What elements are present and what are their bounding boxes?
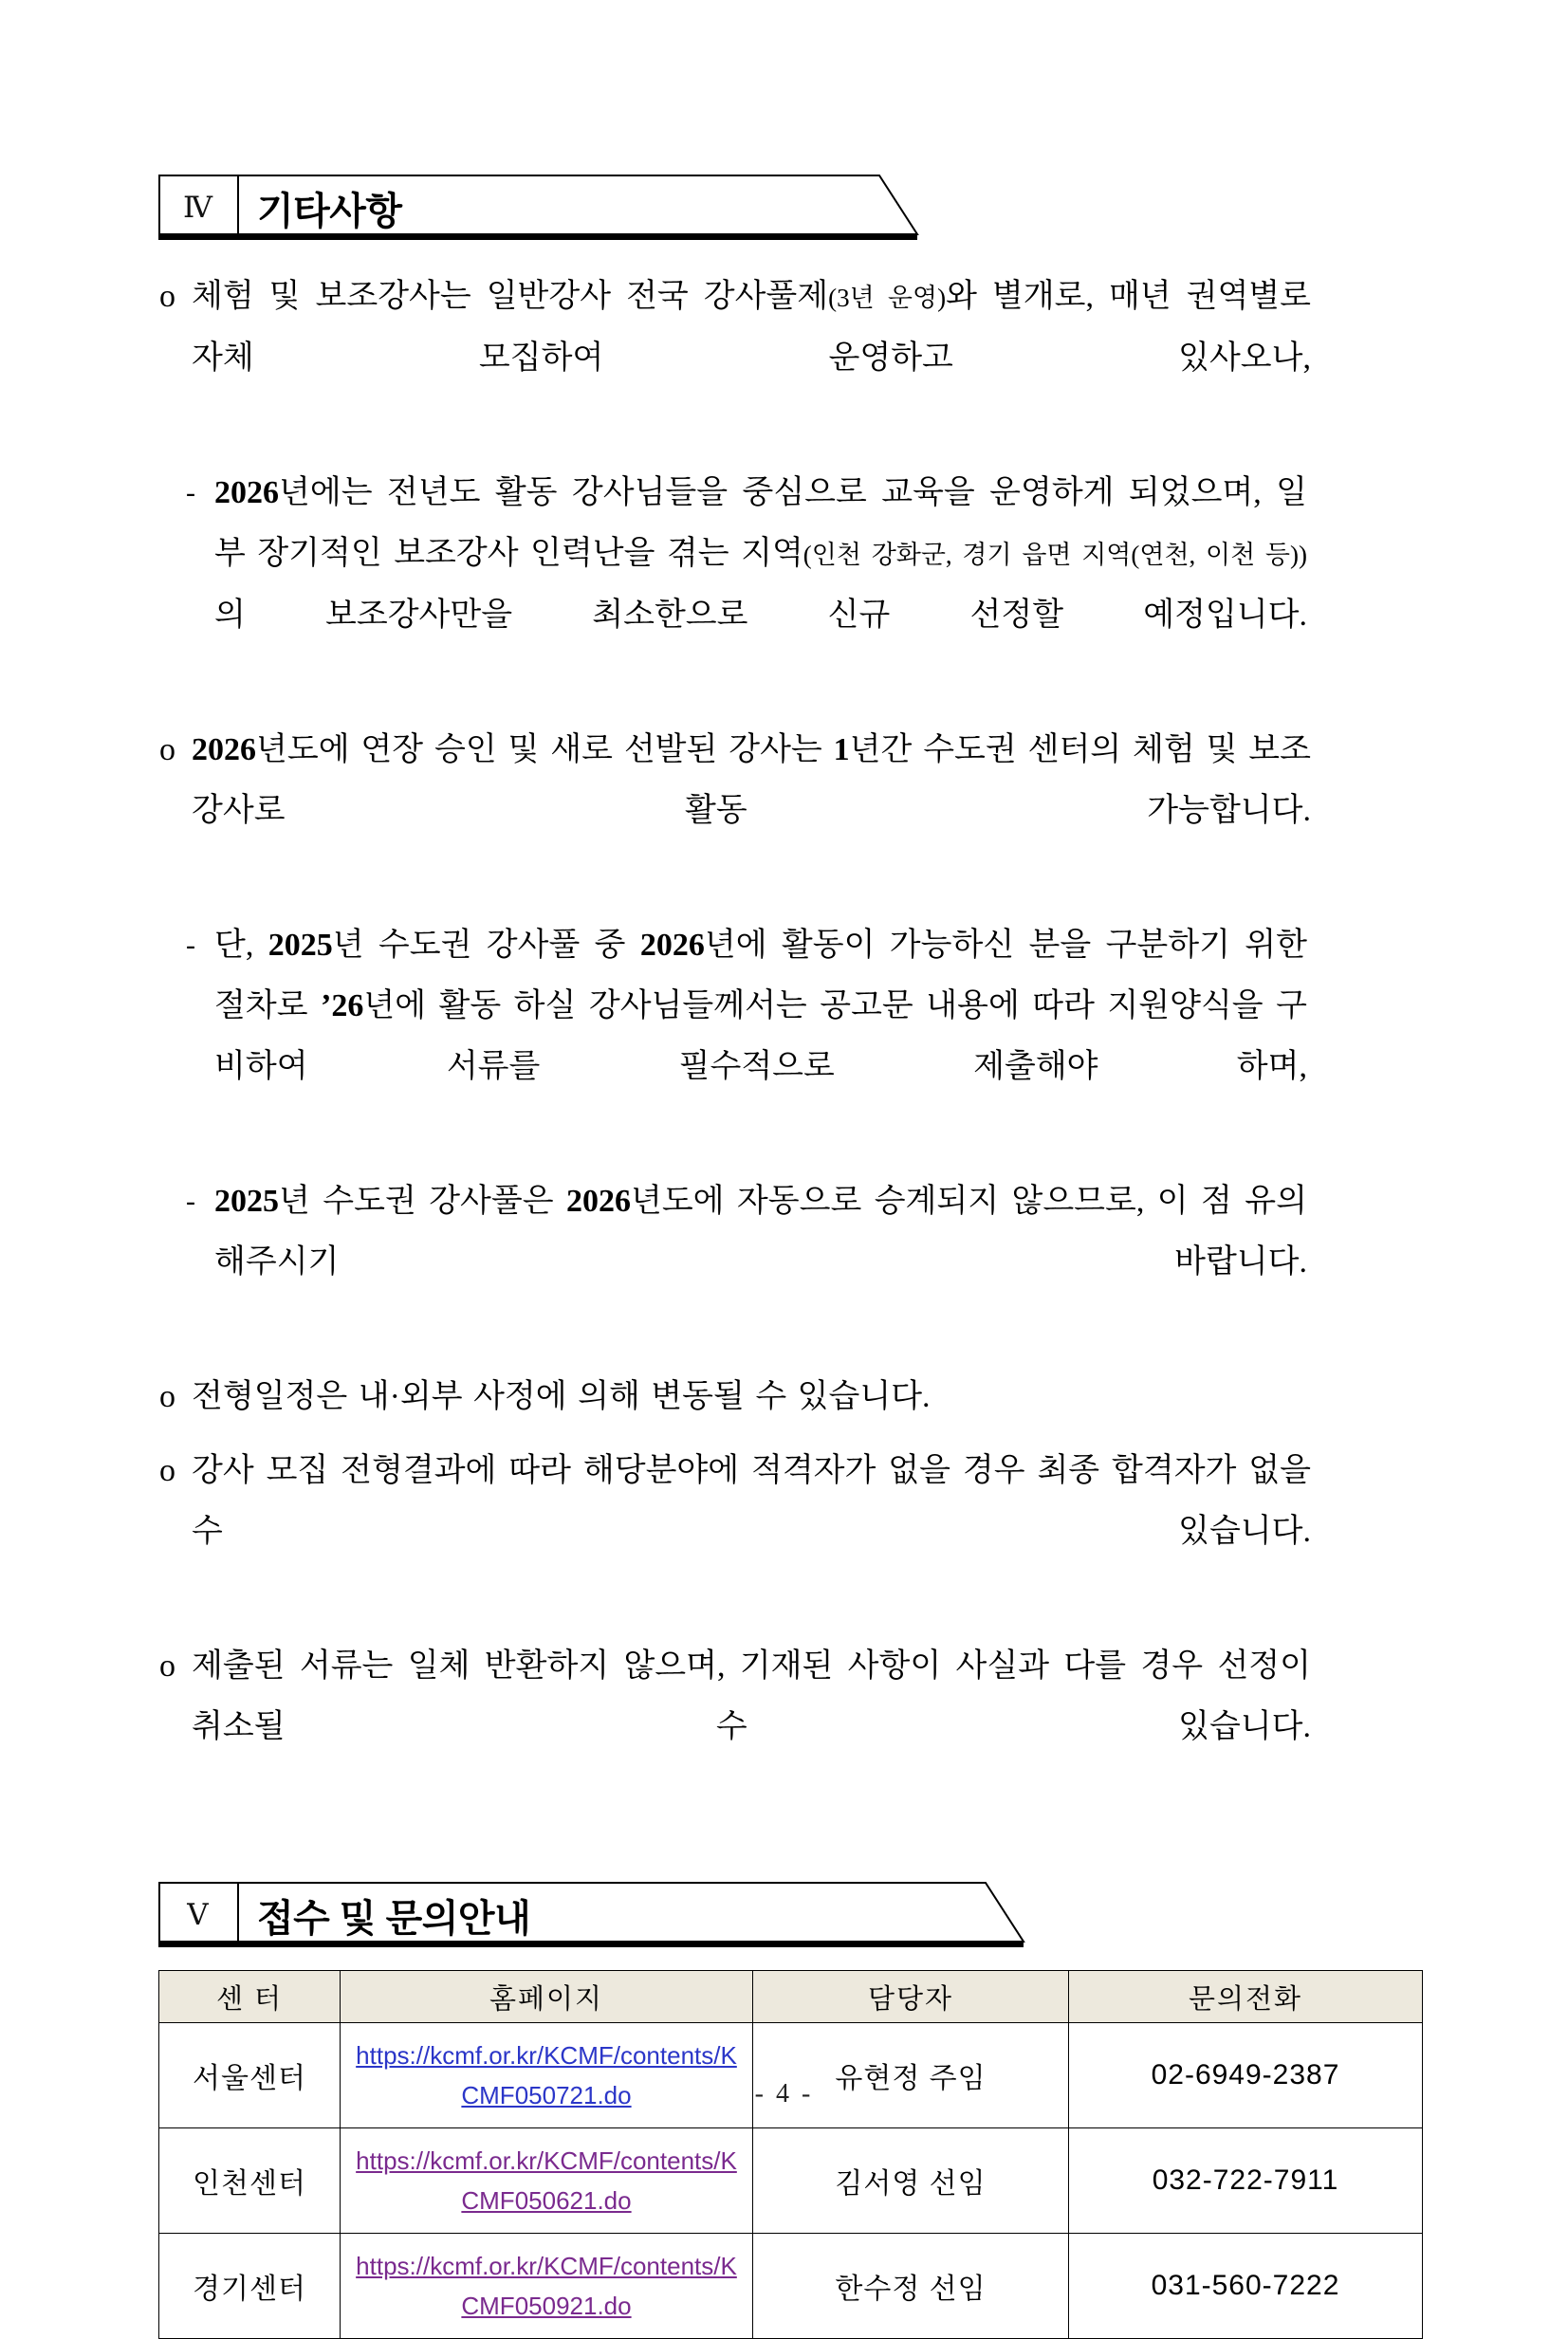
notice-text: 제출된 서류는 일체 반환하지 않으며, 기재된 사항이 사실과 다를 경우 선정이 취소될 수 있습니다. <box>192 1648 1311 1744</box>
notice-part: 체험 및 보조강사는 일반강사 전국 강사풀제 <box>192 279 829 314</box>
notice-part: 년에 활동이 가능하신 분을 구분하기 위한 절차로 <box>214 928 1307 1023</box>
column-header-homepage: 홈페이지 <box>341 1971 753 2023</box>
table-row <box>159 2023 1423 2128</box>
contact-table-body <box>159 2023 1423 2339</box>
notice-text: 전형일정은 내·외부 사정에 의해 변동될 수 있습니다. <box>192 1379 931 1414</box>
contact-table-head <box>159 1971 1423 2023</box>
bullet-marker: - <box>186 930 195 961</box>
notice-part-small: (인천 강화군, 경기 읍면 지역(연천, 이천 등)) <box>802 541 1307 569</box>
table-header-row <box>159 1971 1423 2023</box>
link-line-2: KCMF050721.do <box>461 2041 737 2109</box>
notice-text <box>192 267 1311 450</box>
notice-item <box>159 267 1568 450</box>
notice-part-bold: ’26 <box>321 988 364 1023</box>
notice-part-bold: 2026 <box>565 1184 631 1219</box>
section-title-4: 기타사항 <box>257 190 402 232</box>
bullet-marker: - <box>186 477 195 508</box>
notice-part: 년 수도권 강사풀 중 <box>332 928 640 963</box>
notice-part: 년에는 전년도 활동 강사님들을 중심으로 교육을 운영하게 되었으며, 일부 장기적인 보조강사 인력난을 겪는 지역 <box>214 475 1307 571</box>
section-banner-5 <box>158 1881 1568 1949</box>
notice-item <box>159 1636 1568 1818</box>
cell-person: 유현정 주임 <box>753 2023 1069 2128</box>
table-row <box>159 2234 1423 2339</box>
notice-text: 강사 모집 전형결과에 따라 해당분야에 적격자가 없을 경우 최종 합격자가 없을 수 있습니다. <box>192 1453 1311 1549</box>
bullet-marker: o <box>159 279 175 314</box>
bullet-marker: o <box>159 1379 175 1414</box>
contact-table-wrapper <box>158 1970 1411 2339</box>
contact-table <box>158 1970 1423 2339</box>
column-header-person: 담당자 <box>753 1971 1069 2023</box>
notice-part-small: (3년 운영) <box>828 284 947 312</box>
notice-part-bold: 2026 <box>214 475 279 510</box>
notice-text <box>214 915 1307 1158</box>
notice-item <box>186 915 1568 1158</box>
cell-person: 한수정 선임 <box>753 2234 1069 2339</box>
page-footer: - 4 - <box>754 2079 814 2109</box>
notice-part: 년도에 자동으로 승계되지 않으므로, 이 점 유의해주시기 바랍니다. <box>214 1184 1307 1280</box>
section-title-5: 접수 및 문의안내 <box>257 1897 531 1940</box>
cell-homepage[interactable] <box>341 2128 753 2234</box>
cell-homepage[interactable] <box>341 2234 753 2339</box>
notice-item <box>159 720 1568 902</box>
section-numeral-4: Ⅳ <box>183 191 213 224</box>
cell-phone: 02-6949-2387 <box>1069 2023 1423 2128</box>
notice-item <box>186 1171 1568 1354</box>
bullet-marker: o <box>159 1648 175 1684</box>
link-line-1: https://kcmf.or.kr/KCMF/contents/ <box>356 2252 721 2280</box>
cell-phone: 031-560-7222 <box>1069 2234 1423 2339</box>
notice-item <box>159 1367 1568 1427</box>
notice-part: 단, <box>214 928 268 963</box>
notice-text <box>214 463 1307 707</box>
link-line-1: https://kcmf.or.kr/KCMF/contents/ <box>356 2146 721 2175</box>
notices-list <box>0 267 1568 1818</box>
link-line-2: KCMF050621.do <box>461 2146 737 2215</box>
notice-part-bold: 2026 <box>639 928 705 963</box>
notice-part: 년간 수도권 센터의 체험 및 보조강사로 활동 가능합니다. <box>192 732 1311 828</box>
notice-part-bold: 2025 <box>267 928 333 963</box>
column-header-center: 센 터 <box>159 1971 341 2023</box>
notice-part: 와 별개로, 매년 권역별로 자체 모집하여 운영하고 있사오나, <box>192 279 1311 376</box>
notice-part: 년도에 연장 승인 및 새로 선발된 강사는 <box>256 732 834 767</box>
table-row <box>159 2128 1423 2234</box>
link-line-1: https://kcmf.or.kr/KCMF/contents/ <box>356 2041 721 2070</box>
notice-text <box>214 1171 1307 1354</box>
notice-part-bold: 2025 <box>214 1184 279 1219</box>
cell-person: 김서영 선임 <box>753 2128 1069 2234</box>
cell-phone: 032-722-7911 <box>1069 2128 1423 2234</box>
notice-part: 년에 활동 하실 강사님들께서는 공고문 내용에 따라 지원양식을 구비하여 서류를 필수적으로 제출해야 하며, <box>214 988 1307 1084</box>
section-numeral-5: Ⅴ <box>187 1898 210 1931</box>
cell-center-name: 경기센터 <box>159 2234 341 2339</box>
bullet-marker: o <box>159 1453 175 1488</box>
notice-part-bold: 2026 <box>192 732 256 767</box>
notice-part: 의 보조강사만을 최소한으로 신규 선정할 예정입니다. <box>214 598 1307 633</box>
notice-text <box>192 720 1311 902</box>
bullet-marker: - <box>186 1186 195 1217</box>
cell-center-name: 서울센터 <box>159 2023 341 2128</box>
notice-item <box>186 463 1568 707</box>
column-header-phone: 문의전화 <box>1069 1971 1423 2023</box>
cell-center-name: 인천센터 <box>159 2128 341 2234</box>
section-banner-4 <box>158 174 1568 242</box>
notice-part-bold: 1 <box>833 732 850 767</box>
cell-homepage[interactable] <box>341 2023 753 2128</box>
bullet-marker: o <box>159 732 175 767</box>
homepage-link[interactable] <box>341 2141 751 2220</box>
homepage-link[interactable] <box>341 2246 751 2326</box>
link-line-2: KCMF050921.do <box>461 2252 737 2320</box>
notice-part: 년 수도권 강사풀은 <box>279 1184 566 1219</box>
notice-item <box>159 1441 1568 1623</box>
